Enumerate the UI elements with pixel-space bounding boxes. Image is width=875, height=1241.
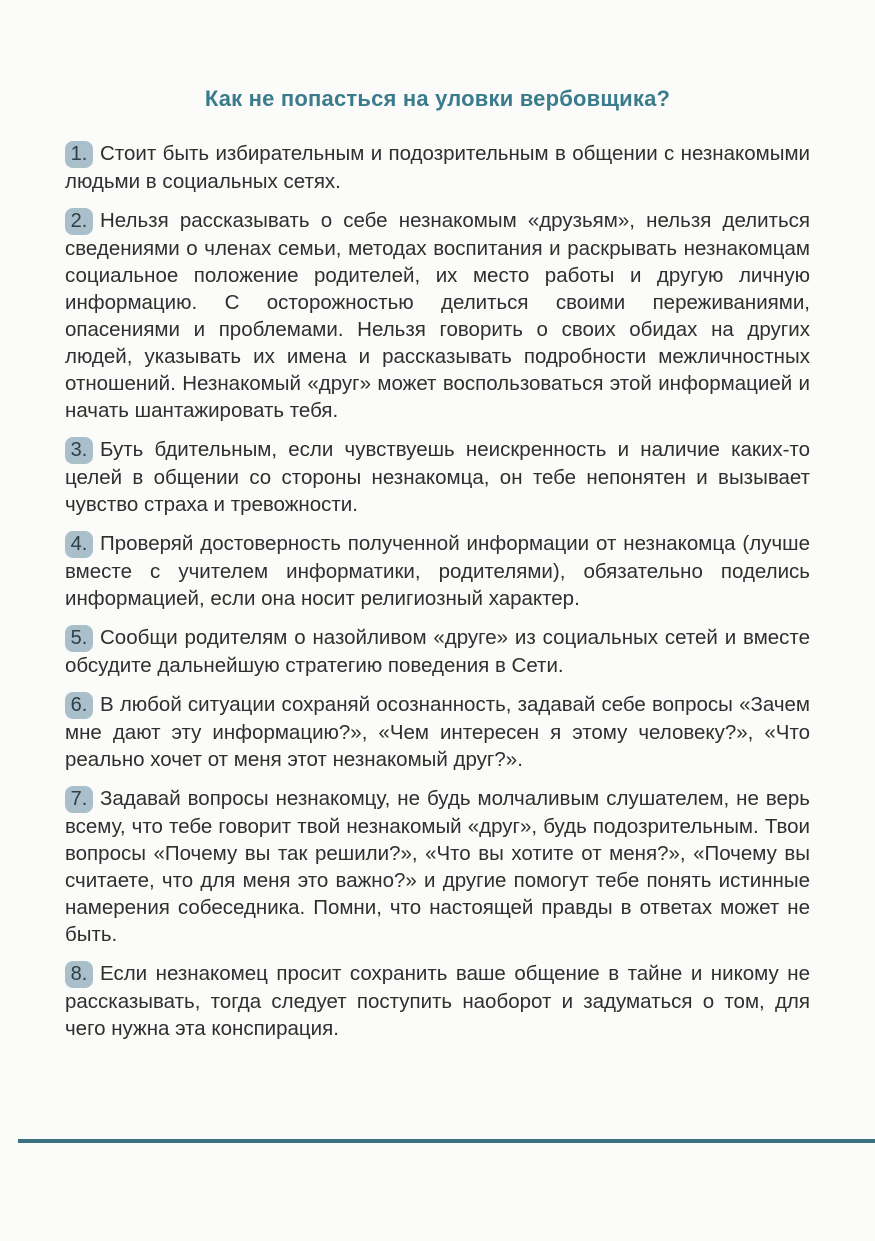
item-number-badge: 1. <box>65 141 93 168</box>
item-text: Проверяй достоверность полученной информации от незнакомца (лучше вместе с учителем информатики, родителями), обязательно поделись информацией, если она носит религиозный характер. <box>65 532 810 610</box>
list-item <box>65 436 810 518</box>
item-number-badge: 2. <box>65 208 93 235</box>
divider <box>18 1139 875 1143</box>
numbered-list <box>0 112 875 1042</box>
item-number-badge: 5. <box>65 625 93 652</box>
item-text: Нельзя рассказывать о себе незнакомым «друзьям», нельзя делиться сведениями о членах семьи, методах воспитания и раскрывать незнакомцам социальное положение родителей, их место работы и другую личную информацию. С осторожностью делиться своими переживаниями, опасениями и проблемами. Нельзя говорить о своих обидах на других людей, указывать их имена и рассказывать подробности межличностных отношений. Незнакомый «друг» может воспользоваться этой информацией и начать шантажировать тебя. <box>65 209 810 422</box>
item-number-badge: 3. <box>65 437 93 464</box>
page-title: Как не попасться на уловки вербовщика? <box>204 86 671 111</box>
list-item <box>65 140 810 195</box>
list-item <box>65 785 810 948</box>
item-text: Задавай вопросы незнакомцу, не будь молчаливым слушателем, не верь всему, что тебе говорит твой незнакомый «друг», будь подозрительным. Твои вопросы «Почему вы так решили?», «Что вы хотите от меня?», «Почему вы считаете, что для меня это важно?» и другие помогут тебе понять истинные намерения собеседника. Помни, что настоящей правды в ответах может не быть. <box>65 787 810 946</box>
list-item <box>65 624 810 679</box>
item-text: Если незнакомец просит сохранить ваше общение в тайне и никому не рассказывать, тогда следует поступить наоборот и задуматься о том, для чего нужна эта конспирация. <box>65 962 810 1040</box>
item-number-badge: 4. <box>65 531 93 558</box>
list-item <box>65 207 810 424</box>
list-item <box>65 530 810 612</box>
item-text: В любой ситуации сохраняй осознанность, задавай себе вопросы «Зачем мне дают эту информацию?», «Чем интересен я этому человеку?», «Что реально хочет от меня этот незнакомый друг?». <box>65 693 810 771</box>
item-number-badge: 8. <box>65 961 93 988</box>
item-text: Буть бдительным, если чувствуешь неискренность и наличие каких-то целей в общении со стороны незнакомца, он тебе непонятен и вызывает чувство страха и тревожности. <box>65 438 810 516</box>
item-number-badge: 6. <box>65 692 93 719</box>
list-item <box>65 691 810 773</box>
item-number-badge: 7. <box>65 786 93 813</box>
item-text: Сообщи родителям о назойливом «друге» из социальных сетей и вместе обсудите дальнейшую стратегию поведения в Сети. <box>65 626 810 677</box>
list-item <box>65 960 810 1042</box>
item-text: Стоит быть избирательным и подозрительным в общении с незнакомыми людьми в социальных сетях. <box>65 142 810 193</box>
